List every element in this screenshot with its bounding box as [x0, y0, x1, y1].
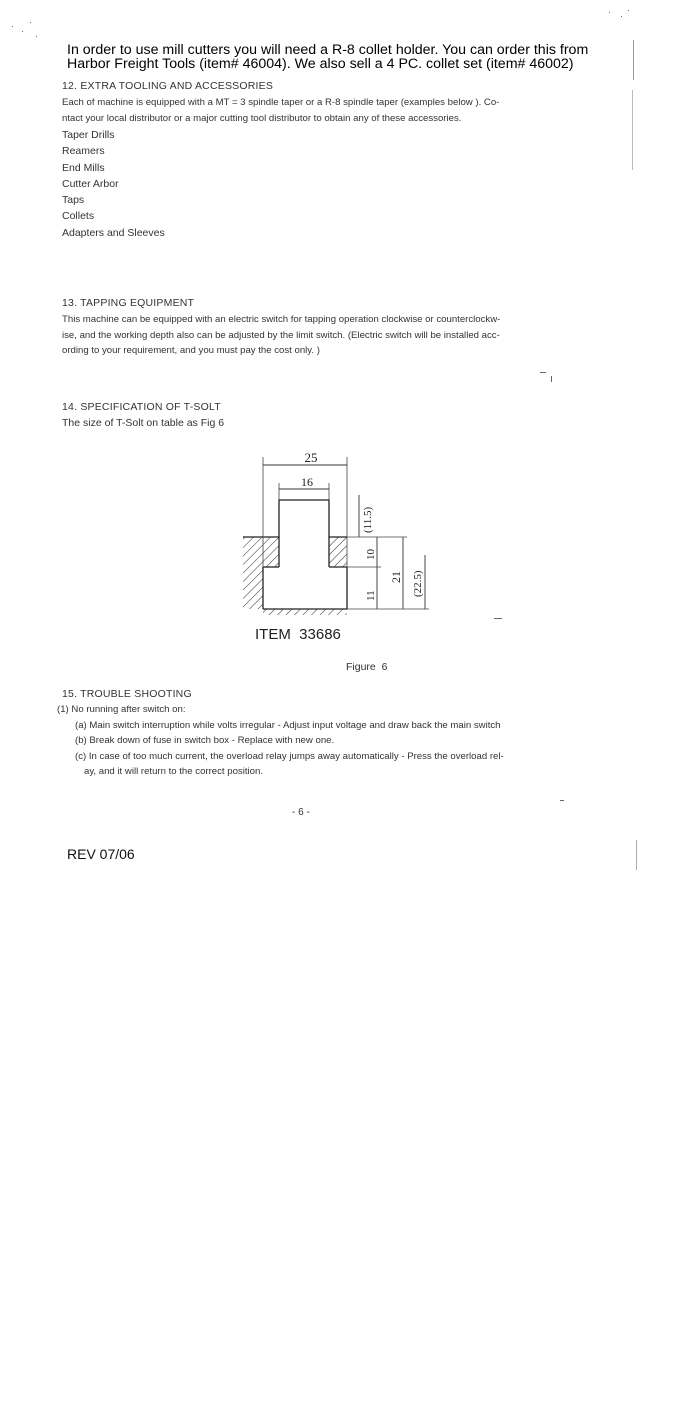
section-13-heading: 13. TAPPING EQUIPMENT [62, 297, 195, 309]
section-13-paragraph [62, 312, 500, 359]
trouble-item-c-line-1: (c) In case of too much current, the overload relay jumps away automatically - Press the overload rel- [75, 750, 504, 762]
section-13-line-1: This machine can be equipped with an electric switch for tapping operation clockwise or counterclockw- [62, 314, 501, 325]
dim-16-label: 16 [301, 475, 313, 489]
section-13-line-2: ise, and the working depth also can be adjusted by the limit switch. (Electric switch will be installed acc- [62, 329, 500, 341]
list-item: Adapters and Sleeves [62, 226, 165, 239]
dim-11-label: 11 [365, 590, 377, 601]
section-15-heading: 15. TROUBLE SHOOTING [62, 688, 192, 700]
dim-22-5-label: (22.5) [412, 570, 424, 597]
accessories-list [62, 127, 165, 241]
list-item: Collets [62, 210, 95, 223]
dim-25-label: 25 [304, 450, 318, 465]
list-item: Cutter Arbor [62, 177, 119, 190]
trouble-item-c-line-2: ay, and it will return to the correct position. [84, 766, 263, 777]
list-item: Reamers [62, 145, 105, 158]
section-12-heading: 12. EXTRA TOOLING AND ACCESSORIES [62, 80, 274, 92]
notice-line-1: In order to use mill cutters you will need a R-8 collet holder. You can order this from [67, 42, 589, 58]
hatched-bottom [263, 609, 347, 615]
t-slot-drawing [235, 445, 445, 620]
hatched-left-lip [243, 537, 279, 609]
list-item: Taper Drills [62, 129, 115, 141]
figure-caption: Figure 6 [346, 661, 388, 673]
dim-11-5-label: (11.5) [362, 506, 374, 533]
slot-outline [243, 500, 347, 537]
item-number-label: ITEM 33686 [255, 626, 341, 643]
dim-10-label: 10 [365, 549, 377, 560]
section-12-line-1: Each of machine is equipped with a MT = 3 spindle taper or a R-8 spindle taper (examples below ). Co- [62, 97, 500, 108]
section-14-text: The size of T-Solt on table as Fig 6 [62, 417, 225, 429]
list-item: End Mills [62, 161, 105, 174]
section-12-paragraph [62, 95, 499, 126]
dim-21-label: 21 [389, 571, 403, 583]
section-14-heading: 14. SPECIFICATION OF T-SOLT [62, 401, 221, 413]
section-12-line-2: ntact your local distributor or a major cutting tool distributor to obtain any of these accessories. [62, 112, 462, 124]
trouble-item-b: (b) Break down of fuse in switch box - Replace with new one. [75, 735, 335, 746]
list-item: Taps [62, 194, 85, 207]
page-number: - 6 - [292, 807, 310, 818]
trouble-item-a: (a) Main switch interruption while volts irregular - Adjust input voltage and draw back the main switch [75, 719, 501, 731]
section-13-line-3: ording to your requirement, and you must pay the cost only. ) [62, 345, 320, 356]
trouble-item-1: (1) No running after switch on: [57, 704, 186, 715]
hatched-right-lip [329, 537, 347, 567]
revision-label: REV 07/06 [67, 846, 135, 862]
notice-line-2: Harbor Freight Tools (item# 46004). We also sell a 4 PC. collet set (item# 46002) [67, 56, 574, 72]
collet-notice [67, 43, 657, 71]
trouble-shooting-list [57, 702, 504, 780]
